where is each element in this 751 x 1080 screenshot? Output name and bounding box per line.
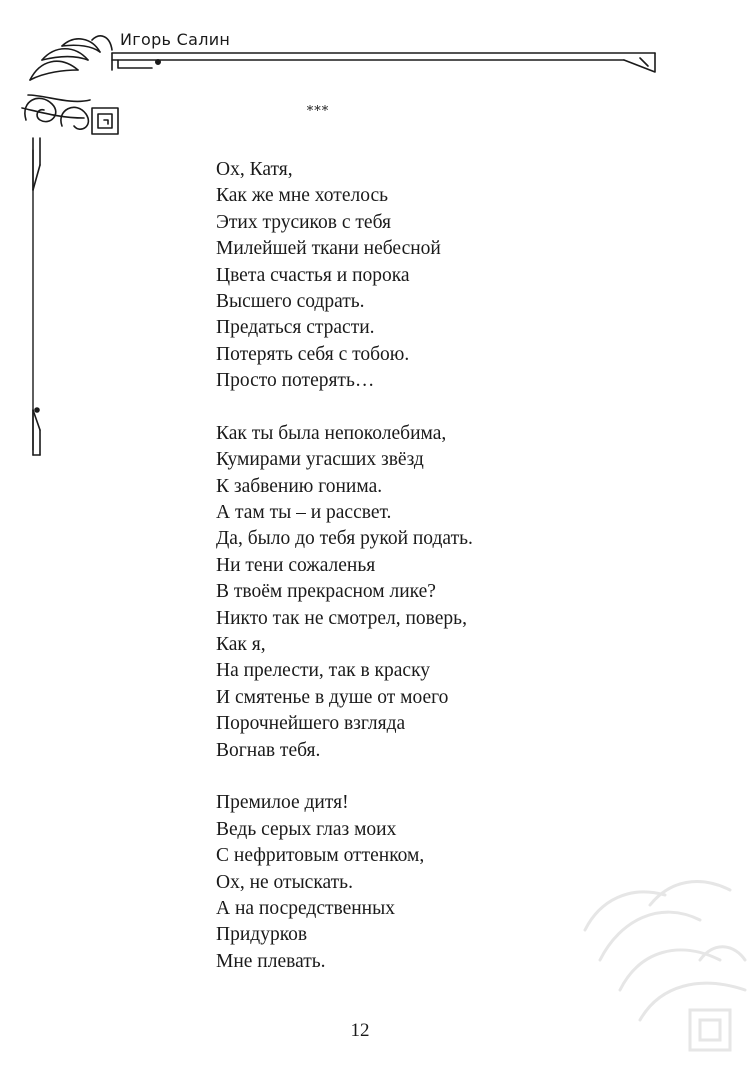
poem-line: Ни тени сожаленья xyxy=(216,554,376,576)
poem-line: С нефритовым оттенком, xyxy=(216,845,425,867)
poem-line: На прелести, так в краску xyxy=(216,660,431,682)
poem-line: Мне плевать. xyxy=(216,950,326,972)
poem-body xyxy=(216,157,696,975)
poem-line: В твоём прекрасном лике? xyxy=(216,581,436,603)
running-header-author: Игорь Салин xyxy=(120,30,231,49)
poem-line: Высшего содрать. xyxy=(216,290,365,312)
page-number: 12 xyxy=(350,1020,370,1041)
poem-line: Как ты была непоколебима, xyxy=(216,422,447,444)
poem-line: Просто потерять… xyxy=(216,370,375,392)
poem-line: А на посредственных xyxy=(216,897,395,919)
poem-line: Кумирами угасших звёзд xyxy=(216,449,424,471)
poem-line: Порочнейшего взгляда xyxy=(216,713,406,735)
poem-line: Придурков xyxy=(216,924,308,946)
poem-line: Этих трусиков с тебя xyxy=(216,211,391,233)
poem-line: Как я, xyxy=(216,634,266,656)
stanza xyxy=(216,157,696,395)
poem-line: Ведь серых глаз моих xyxy=(216,818,397,840)
poem-line: Да, было до тебя рукой подать. xyxy=(216,528,473,550)
poem-line: И смятенье в душе от моего xyxy=(216,686,449,708)
poem-line: К забвению гонима. xyxy=(216,475,383,497)
poem-line: Цвета счастья и порока xyxy=(216,264,410,286)
poem-line: Потерять себя с тобою. xyxy=(216,343,410,365)
poem-line: Предаться страсти. xyxy=(216,317,375,339)
poem-line: Как же мне хотелось xyxy=(216,185,388,207)
poem-line: Ох, Катя, xyxy=(216,159,293,180)
stanza-break xyxy=(216,764,696,790)
poem-line: Вогнав тебя. xyxy=(216,739,321,761)
poem-line: Премилое дитя! xyxy=(216,792,349,814)
poem-line: Ох, не отыскать. xyxy=(216,871,353,893)
stanza xyxy=(216,790,696,975)
poem-separator: *** xyxy=(306,104,330,119)
stanza xyxy=(216,421,696,764)
poem-line: Никто так не смотрел, поверь, xyxy=(216,607,467,629)
poem-line: А там ты – и рассвет. xyxy=(216,502,392,524)
poem-line: Милейшей ткани небесной xyxy=(216,238,441,260)
stanza-break xyxy=(216,395,696,421)
